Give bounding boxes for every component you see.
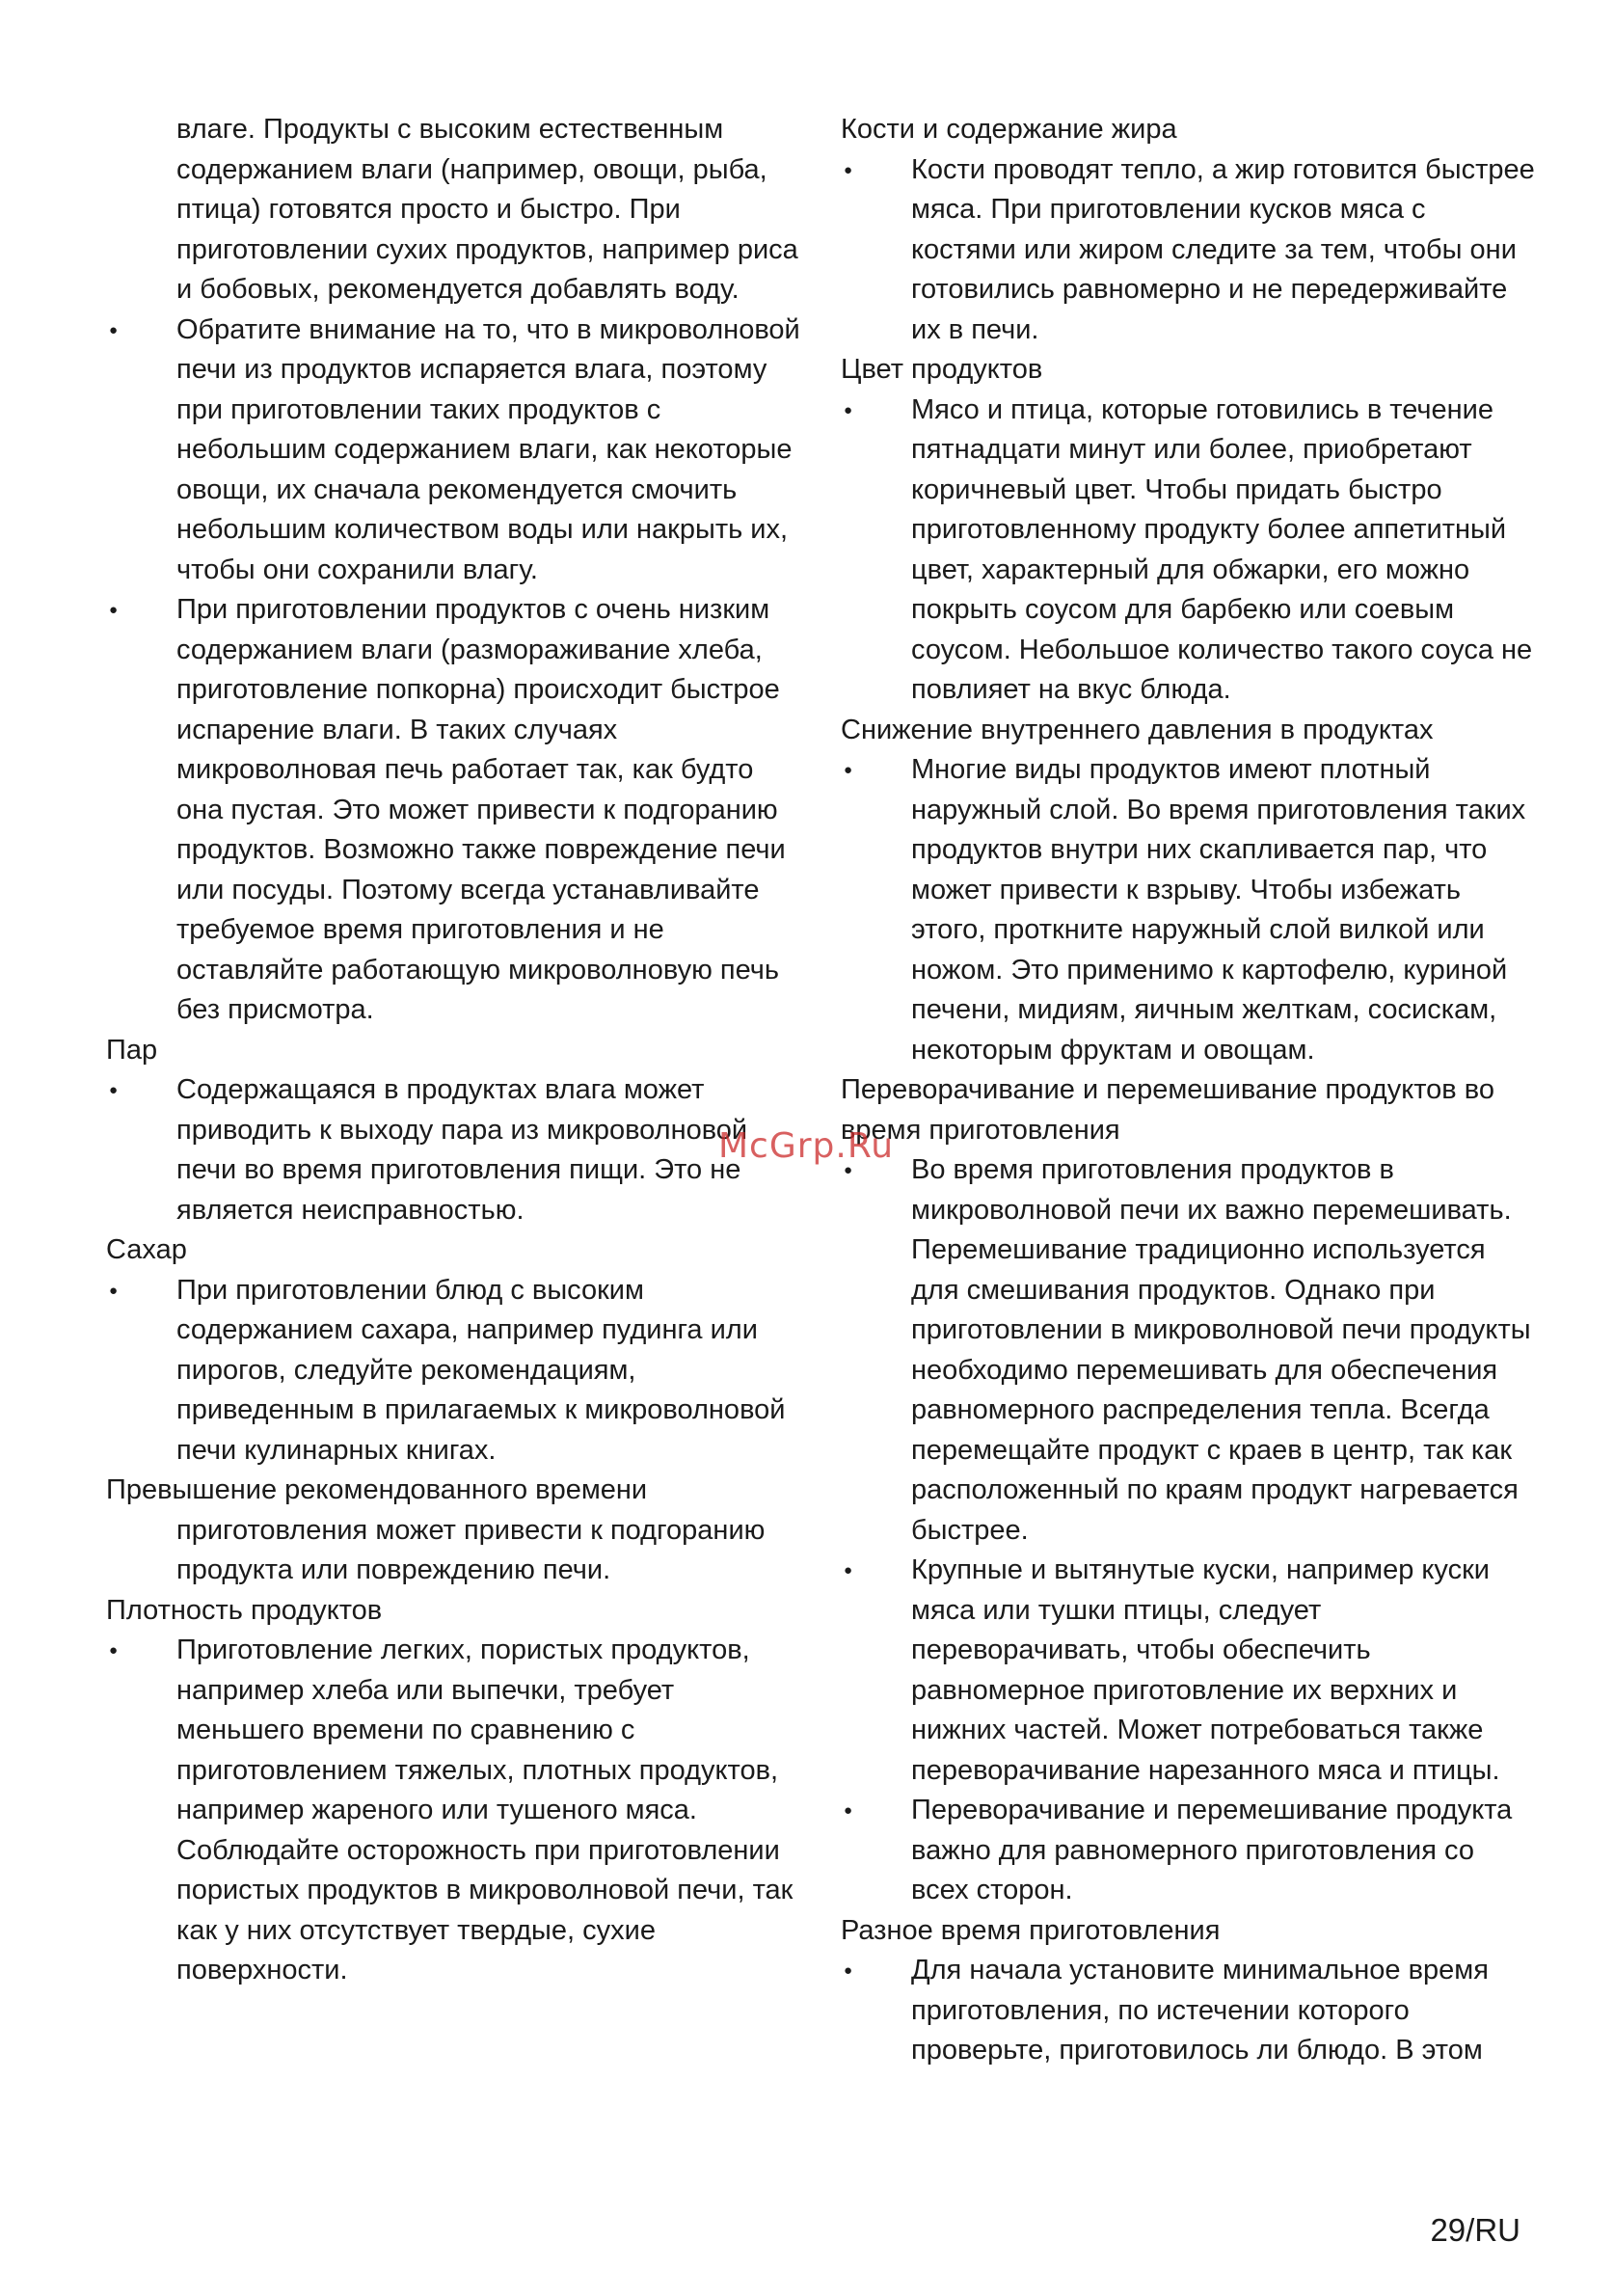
- bullet-icon: [841, 750, 911, 1070]
- list-item: [841, 1551, 1535, 1791]
- list-item-text: При приготовлении блюд с высоким содержанием сахара, например пудинга или пирогов, следуйте рекомендациям, приведенным в прилагаемых к микроволновой печи кулинарных книгах.: [176, 1274, 786, 1466]
- list-item: [841, 1150, 1535, 1551]
- warning-paragraph: Превышение рекомендованного времени приготовления может привести к подгоранию продукта или повреждению печи.: [106, 1474, 766, 1585]
- bullet-icon: [841, 1150, 911, 1551]
- section-heading-turning: Переворачивание и перемешивание продуктов во время приготовления: [841, 1074, 1494, 1146]
- section-heading-bones: Кости и содержание жира: [841, 114, 1177, 145]
- list-item: [841, 1951, 1535, 2071]
- list-item-text: Для начала установите минимальное время приготовления, по истечении которого проверьте, приготовилось ли блюдо. В этом: [911, 1955, 1489, 2066]
- section-heading-color: Цвет продуктов: [841, 354, 1043, 385]
- list-item-text: Переворачивание и перемешивание продукта важно для равномерного приготовления со всех сторон.: [911, 1795, 1513, 1905]
- bullet-icon: [841, 1551, 911, 1791]
- list-item: [106, 311, 800, 591]
- section-heading-steam: Пар: [106, 1034, 158, 1066]
- bullet-icon: [106, 590, 176, 1031]
- list-item: [841, 750, 1535, 1070]
- list-item: [841, 1791, 1535, 1911]
- list-item-text: Во время приготовления продуктов в микроволновой печи их важно перемешивать. Перемешивание традиционно используется для смешивания продуктов. Однако при приготовлении в микроволновой печи продукты необходимо перемешивать для обеспечения равномерного распределения тепла. Всегда перемещайте продукт с краев в центр, так как расположенный по краям продукт нагревается быстрее.: [911, 1154, 1531, 1546]
- bullet-icon: [841, 1791, 911, 1911]
- list-item-text: Кости проводят тепло, а жир готовится быстрее мяса. При приготовлении кусков мяса с костями или жиром следите за тем, чтобы они готовились равномерно и не передерживайте их в печи.: [911, 153, 1535, 345]
- list-item: [106, 1631, 800, 1991]
- section-heading-sugar: Сахар: [106, 1234, 187, 1265]
- bullet-icon: [106, 1070, 176, 1230]
- continued-paragraph: влаге. Продукты с высоким естественным содержанием влаги (например, овощи, рыба, птица) готовятся просто и быстро. При приготовлении сухих продуктов, например риса и бобовых, рекомендуется добавлять воду.: [176, 114, 798, 305]
- list-item-text: Мясо и птица, которые готовились в течение пятнадцати минут или более, приобретают коричневый цвет. Чтобы придать быстро приготовленному продукту более аппетитный цвет, характерный для обжарки, его можно покрыть соусом для барбекю или соевым соусом. Небольшое количество такого соуса не повлияет на вкус блюда.: [911, 393, 1533, 705]
- list-item-text: Многие виды продуктов имеют плотный наружный слой. Во время приготовления таких продуктов внутри них скапливается пар, что может привести к взрыву. Чтобы избежать этого, проткните наружный слой вилкой или ножом. Это применимо к картофелю, куриной печени, мидиям, яичным желткам, сосискам, некоторым фруктам и овощам.: [911, 754, 1526, 1066]
- bullet-icon: [106, 311, 176, 591]
- list-item-text: Содержащаяся в продуктах влага может приводить к выходу пара из микроволновой печи во время приготовления пищи. Это не является неисправностью.: [176, 1074, 748, 1226]
- section-heading-pressure: Снижение внутреннего давления в продуктах: [841, 714, 1434, 745]
- list-item: [106, 1070, 800, 1230]
- left-column: [106, 110, 800, 1991]
- bullet-icon: [106, 1631, 176, 1991]
- list-item: [106, 590, 800, 1031]
- list-item-text: Приготовление легких, пористых продуктов, например хлеба или выпечки, требует меньшего времени по сравнению с приготовлением тяжелых, плотных продуктов, например жареного или тушеного мяса. Соблюдайте осторожность при приготовлении пористых продуктов в микроволновой печи, так как у них отсутствует твердые, сухие поверхности.: [176, 1634, 794, 1985]
- section-heading-density: Плотность продуктов: [106, 1594, 383, 1626]
- list-item-text: Крупные и вытянутые куски, например куски мяса или тушки птицы, следует переворачивать, чтобы обеспечить равномерное приготовление их верхних и нижних частей. Может потребоваться также переворачивание нарезанного мяса и птицы.: [911, 1554, 1500, 1786]
- list-item: [106, 1271, 800, 1472]
- list-item-text: При приготовлении продуктов с очень низким содержанием влаги (размораживание хлеба, приготовление попкорна) происходит быстрое испарение влаги. В таких случаях микроволновая печь работает так, как будто она пустая. Это может привести к подгоранию продуктов. Возможно также повреждение печи или посуды. Поэтому всегда устанавливайте требуемое время приготовления и не оставляйте работающую микроволновую печь без присмотра.: [176, 594, 786, 1025]
- bullet-icon: [841, 1951, 911, 2071]
- list-item-text: Обратите внимание на то, что в микроволновой печи из продуктов испаряется влага, поэтому при приготовлении таких продуктов с небольшим содержанием влаги, как некоторые овощи, их сначала рекомендуется смочить небольшим количеством воды или накрыть их, чтобы они сохранили влагу.: [176, 313, 800, 585]
- bullet-icon: [106, 1271, 176, 1472]
- right-column: [841, 110, 1535, 2071]
- section-heading-times: Разное время приготовления: [841, 1914, 1221, 1946]
- list-item: [841, 150, 1535, 351]
- page-number: 29/RU: [1430, 2212, 1520, 2248]
- watermark: McGrp.Ru: [718, 1126, 895, 1166]
- list-item: [841, 391, 1535, 711]
- bullet-icon: [841, 391, 911, 711]
- bullet-icon: [841, 150, 911, 351]
